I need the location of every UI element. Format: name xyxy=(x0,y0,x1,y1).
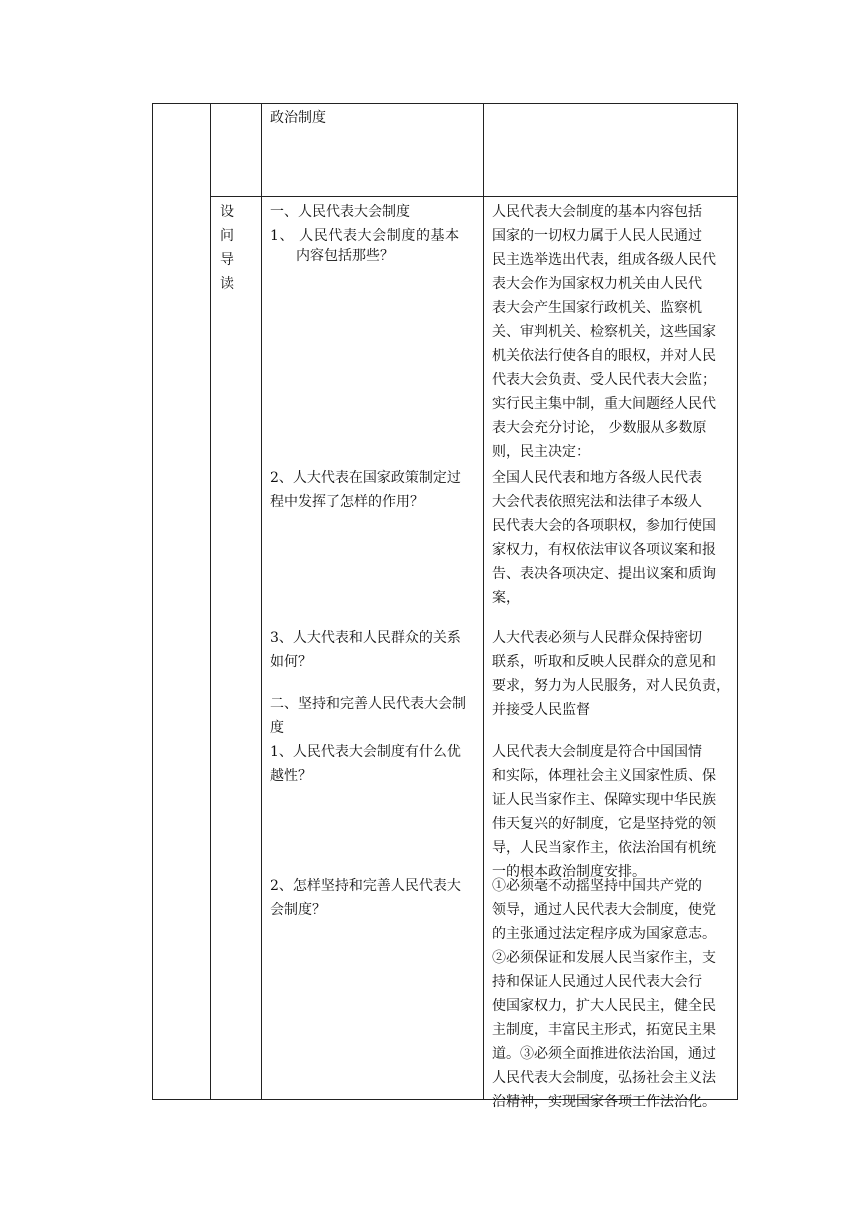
column-divider-3 xyxy=(483,103,484,1100)
answer-5-line: ①必须毫不动摇坚持中国共产党的 xyxy=(492,878,702,894)
answer-5-line: 持和保证人民通过人民代表大会行 xyxy=(492,974,702,990)
column-divider-2 xyxy=(261,103,262,1100)
question-3 xyxy=(270,626,461,674)
question-5 xyxy=(270,874,461,922)
table-border-left xyxy=(152,103,153,1100)
answer-2-line: 案， xyxy=(492,590,520,606)
answer-3-line: 要求，努力为人民服务，对人民负责， xyxy=(492,678,730,694)
answer-2 xyxy=(492,466,716,610)
heading-2 xyxy=(270,692,466,740)
question-3-line: 如何？ xyxy=(270,654,312,670)
answer-5-line: 人民代表大会制度，弘扬社会主义法 xyxy=(492,1070,716,1086)
answer-1-line: 则，民主决定： xyxy=(492,444,590,460)
table-border-top xyxy=(152,103,738,104)
answer-4-line: 和实际，体理社会主义国家性质、保 xyxy=(492,768,716,784)
answer-5-line: 道。③必须全面推进依法治国，通过 xyxy=(492,1046,716,1062)
answer-1-line: 机关依法行使各自的眼权，并对人民 xyxy=(492,348,716,364)
answer-1-line: 实行民主集中制，重大间题经人民代 xyxy=(492,396,716,412)
table-border-right xyxy=(737,103,738,1100)
column-divider-1 xyxy=(210,103,211,1100)
answer-4-line: 伟天复兴的好制度，它是坚持党的领 xyxy=(492,816,716,832)
answer-3-line: 联系，听取和反映人民群众的意见和 xyxy=(492,654,716,670)
answer-5-line: ②必须保证和发展人民当家作主，支 xyxy=(492,950,716,966)
question-4-line: 1、人民代表大会制度有什么优 xyxy=(270,744,461,760)
answer-5-line: 使国家权力，扩大人民民主，健全民 xyxy=(492,998,716,1014)
answer-5-line: 治精神，实现国家各项工作法治化。 xyxy=(492,1094,716,1110)
question-4 xyxy=(270,740,461,788)
heading-1: 一、人民代表大会制度 xyxy=(270,204,410,220)
section-label-char: 读 xyxy=(220,276,234,292)
answer-5-line: 领导，通过人民代表大会制度，使党 xyxy=(492,902,716,918)
answer-1-line: 民主选举选出代表，组成各级人民代 xyxy=(492,252,716,268)
answer-4-line: 人民代表大会制度是符合中国国情 xyxy=(492,744,702,760)
answer-2-line: 大会代表依照宪法和法律子本级人 xyxy=(492,494,702,510)
row-divider xyxy=(210,196,738,197)
question-5-line: 会制度？ xyxy=(270,902,326,918)
question-1-line-2: 内容包括那些？ xyxy=(296,248,394,264)
answer-4 xyxy=(492,740,716,884)
question-5-line: 2、怎样坚持和完善人民代表大 xyxy=(270,878,461,894)
answer-3-line: 并接受人民监督 xyxy=(492,702,590,718)
heading-2-line: 度 xyxy=(270,720,284,736)
answer-1-line: 人民代表大会制度的基本内容包括 xyxy=(492,204,702,220)
answer-2-line: 告、表决各项决定、提出议案和质询 xyxy=(492,566,716,582)
answer-1-line: 表大会作为国家权力机关由人民代 xyxy=(492,276,702,292)
answer-5-line: 的主张通过法定程序成为国家意志。 xyxy=(492,926,716,942)
answer-1-line: 关、审判机关、检察机关，这些国家 xyxy=(492,324,716,340)
answer-1-line: 表大会充分讨论， 少数服从多数原 xyxy=(492,420,707,436)
answer-1 xyxy=(492,200,716,464)
question-1-line-1: 1、 人民代表大会制度的基本 xyxy=(270,228,460,244)
question-2-line: 程中发挥了怎样的作用？ xyxy=(270,494,424,510)
answer-2-line: 家权力，有权依法审议各项议案和报 xyxy=(492,542,716,558)
section-label-char: 设 xyxy=(220,204,234,220)
question-2-line: 2、人大代表在国家政策制定过 xyxy=(270,470,461,486)
answer-4-line: 导，人民当家作主，依法治国有机统 xyxy=(492,840,716,856)
answer-1-line: 国家的一切权力属于人民人民通过 xyxy=(492,228,702,244)
answer-3-line: 人大代表必须与人民群众保持密切 xyxy=(492,630,702,646)
section-label-char: 导 xyxy=(220,252,234,268)
question-3-line: 3、人大代表和人民群众的关系 xyxy=(270,630,461,646)
section-label-char: 问 xyxy=(220,228,234,244)
answer-4-line: 证人民当家作主、保障实现中华民族 xyxy=(492,792,716,808)
section-label xyxy=(219,200,235,296)
answer-4-line: 一的根本政治制度安排。 xyxy=(492,864,646,880)
answer-2-line: 民代表大会的各项职权，参加行使国 xyxy=(492,518,716,534)
question-4-line: 越性？ xyxy=(270,768,312,784)
answer-5-line: 主制度，丰富民主形式，拓宽民主果 xyxy=(492,1022,716,1038)
row1-label: 政治制度 xyxy=(270,110,326,126)
answer-1-line: 代表大会负责、受人民代表大会监； xyxy=(492,372,716,388)
answer-5 xyxy=(492,874,716,1114)
answer-2-line: 全国人民代表和地方各级人民代表 xyxy=(492,470,702,486)
heading-2-line: 二、坚持和完善人民代表大会制 xyxy=(270,696,466,712)
question-2 xyxy=(270,466,461,514)
answer-3 xyxy=(492,626,730,722)
answer-1-line: 表大会产生国家行政机关、监察机 xyxy=(492,300,702,316)
